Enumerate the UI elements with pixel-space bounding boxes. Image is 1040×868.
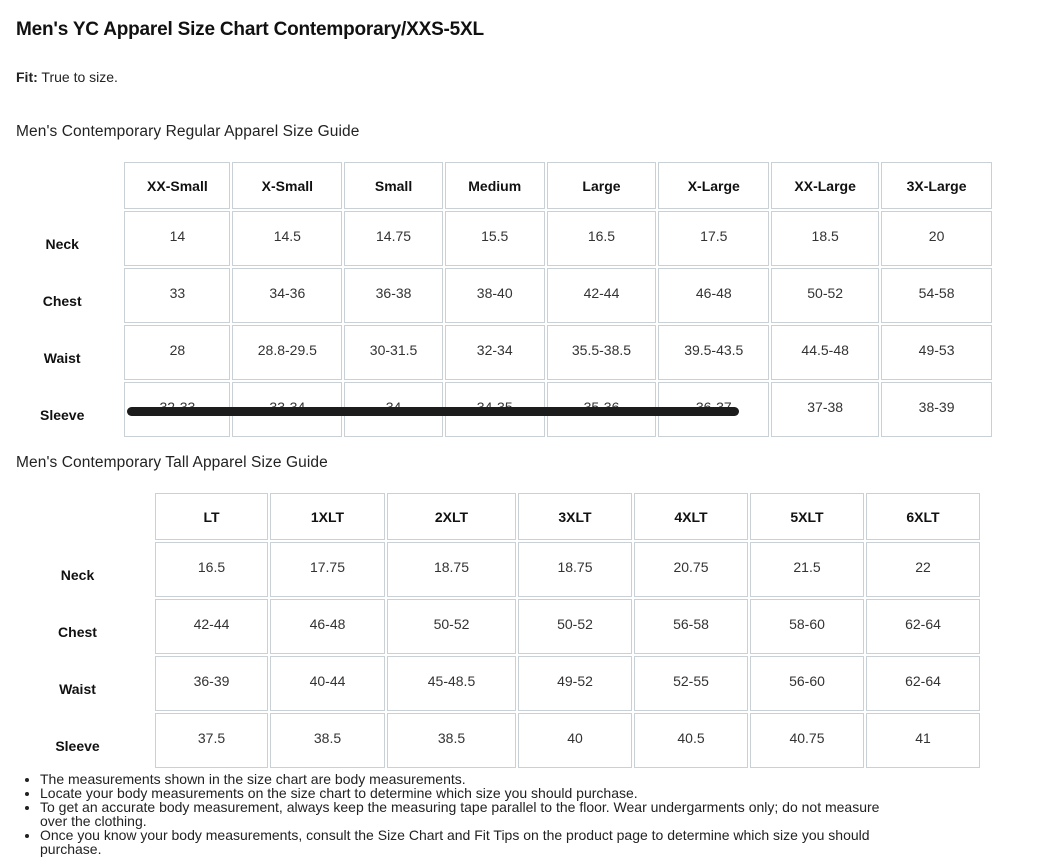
- regular-size-table: [0, 160, 994, 439]
- tall-header-row: [2, 493, 980, 540]
- column-header: XX-Large: [771, 162, 879, 209]
- table-cell: 38.5: [270, 713, 385, 768]
- table-cell: 17.75: [270, 542, 385, 597]
- table-cell: 17.5: [658, 211, 769, 266]
- list-item: • Once you know your body measurements, consult the Size Chart and Fit Tips on the product page to determine which size you should purchase.: [40, 828, 880, 856]
- table-cell: 54-58: [881, 268, 992, 323]
- column-header: Medium: [445, 162, 545, 209]
- table-cell: 20.75: [634, 542, 748, 597]
- table-cell: 40: [518, 713, 632, 768]
- table-cell: 62-64: [866, 656, 980, 711]
- table-cell: 22: [866, 542, 980, 597]
- table-cell: 42-44: [155, 599, 268, 654]
- table-cell: 16.5: [547, 211, 657, 266]
- tall-size-guide-heading: Men's Contemporary Tall Apparel Size Guide: [16, 454, 328, 471]
- table-row: [2, 268, 992, 323]
- regular-header-row: [2, 162, 992, 209]
- row-header: Waist: [43, 349, 81, 366]
- table-cell: 62-64: [866, 599, 980, 654]
- row-header: Chest: [58, 623, 97, 640]
- row-header: Sleeve: [40, 406, 85, 423]
- table-cell: 58-60: [750, 599, 864, 654]
- column-header: Large: [547, 162, 657, 209]
- list-item: • Locate your body measurements on the size chart to determine which size you should purchase.: [40, 786, 880, 800]
- table-cell: 50-52: [518, 599, 632, 654]
- table-corner: [2, 493, 153, 540]
- list-item: • To get an accurate body measurement, always keep the measuring tape parallel to the floor. Wear undergarments only; do not measure over the clothing.: [40, 800, 880, 828]
- table-cell: 37.5: [155, 713, 268, 768]
- row-header: Neck: [60, 566, 95, 583]
- table-cell: 28.8-29.5: [232, 325, 342, 380]
- table-cell: 30-31.5: [344, 325, 443, 380]
- table-cell: 41: [866, 713, 980, 768]
- table-cell: 36-39: [155, 656, 268, 711]
- table-cell: 39.5-43.5: [658, 325, 769, 380]
- column-header: 6XLT: [866, 493, 980, 540]
- column-header: LT: [155, 493, 268, 540]
- page-title: Men's YC Apparel Size Chart Contemporary/XXS-5XL: [16, 19, 484, 40]
- table-cell: 16.5: [155, 542, 268, 597]
- fit-value: True to size.: [41, 69, 118, 85]
- table-corner: [2, 162, 122, 209]
- tall-size-table-area: [0, 491, 994, 754]
- column-header: X-Large: [658, 162, 769, 209]
- table-cell: 50-52: [387, 599, 516, 654]
- regular-size-table-scroll-area[interactable]: [0, 160, 994, 423]
- column-header: 1XLT: [270, 493, 385, 540]
- table-row: [2, 656, 980, 711]
- table-cell: 49-52: [518, 656, 632, 711]
- table-cell: 46-48: [270, 599, 385, 654]
- table-cell: 40.75: [750, 713, 864, 768]
- table-cell: 38.5: [387, 713, 516, 768]
- fit-line: [16, 69, 118, 85]
- row-header: Waist: [59, 680, 96, 697]
- table-cell: 34-36: [232, 268, 342, 323]
- table-cell: 56-58: [634, 599, 748, 654]
- table-cell: 18.75: [387, 542, 516, 597]
- horizontal-scrollbar-thumb[interactable]: [127, 407, 739, 416]
- column-header: 4XLT: [634, 493, 748, 540]
- table-cell: 32-34: [445, 325, 545, 380]
- table-cell: 33: [124, 268, 230, 323]
- column-header: 3XLT: [518, 493, 632, 540]
- table-cell: 45-48.5: [387, 656, 516, 711]
- table-cell: 38-40: [445, 268, 545, 323]
- table-row: [2, 599, 980, 654]
- table-cell: 38-39: [881, 382, 992, 437]
- column-header: 2XLT: [387, 493, 516, 540]
- table-row: [2, 211, 992, 266]
- table-row: [2, 713, 980, 768]
- table-cell: 52-55: [634, 656, 748, 711]
- table-cell: 50-52: [771, 268, 879, 323]
- table-cell: 46-48: [658, 268, 769, 323]
- fit-label: Fit:: [16, 69, 38, 85]
- table-cell: 37-38: [771, 382, 879, 437]
- table-cell: 42-44: [547, 268, 657, 323]
- table-cell: 18.5: [771, 211, 879, 266]
- table-cell: 35.5-38.5: [547, 325, 657, 380]
- row-header: Chest: [42, 292, 82, 309]
- table-cell: 56-60: [750, 656, 864, 711]
- column-header: 5XLT: [750, 493, 864, 540]
- column-header: Small: [344, 162, 443, 209]
- table-row: [2, 542, 980, 597]
- table-cell: 15.5: [445, 211, 545, 266]
- table-cell: 14.5: [232, 211, 342, 266]
- table-cell: 14.75: [344, 211, 443, 266]
- column-header: 3X-Large: [881, 162, 992, 209]
- column-header: XX-Small: [124, 162, 230, 209]
- row-header: Sleeve: [55, 737, 100, 754]
- table-cell: 14: [124, 211, 230, 266]
- table-cell: 28: [124, 325, 230, 380]
- table-cell: 44.5-48: [771, 325, 879, 380]
- regular-size-guide-heading: Men's Contemporary Regular Apparel Size Guide: [16, 123, 360, 140]
- table-cell: 40-44: [270, 656, 385, 711]
- column-header: X-Small: [232, 162, 342, 209]
- table-cell: 40.5: [634, 713, 748, 768]
- table-cell: 21.5: [750, 542, 864, 597]
- table-cell: 18.75: [518, 542, 632, 597]
- measurement-notes-list: [20, 772, 880, 856]
- list-item: • The measurements shown in the size chart are body measurements.: [40, 772, 880, 786]
- tall-size-table: [0, 491, 982, 770]
- table-row: [2, 325, 992, 380]
- table-cell: 36-38: [344, 268, 443, 323]
- table-cell: 20: [881, 211, 992, 266]
- table-cell: 49-53: [881, 325, 992, 380]
- row-header: Neck: [45, 235, 79, 252]
